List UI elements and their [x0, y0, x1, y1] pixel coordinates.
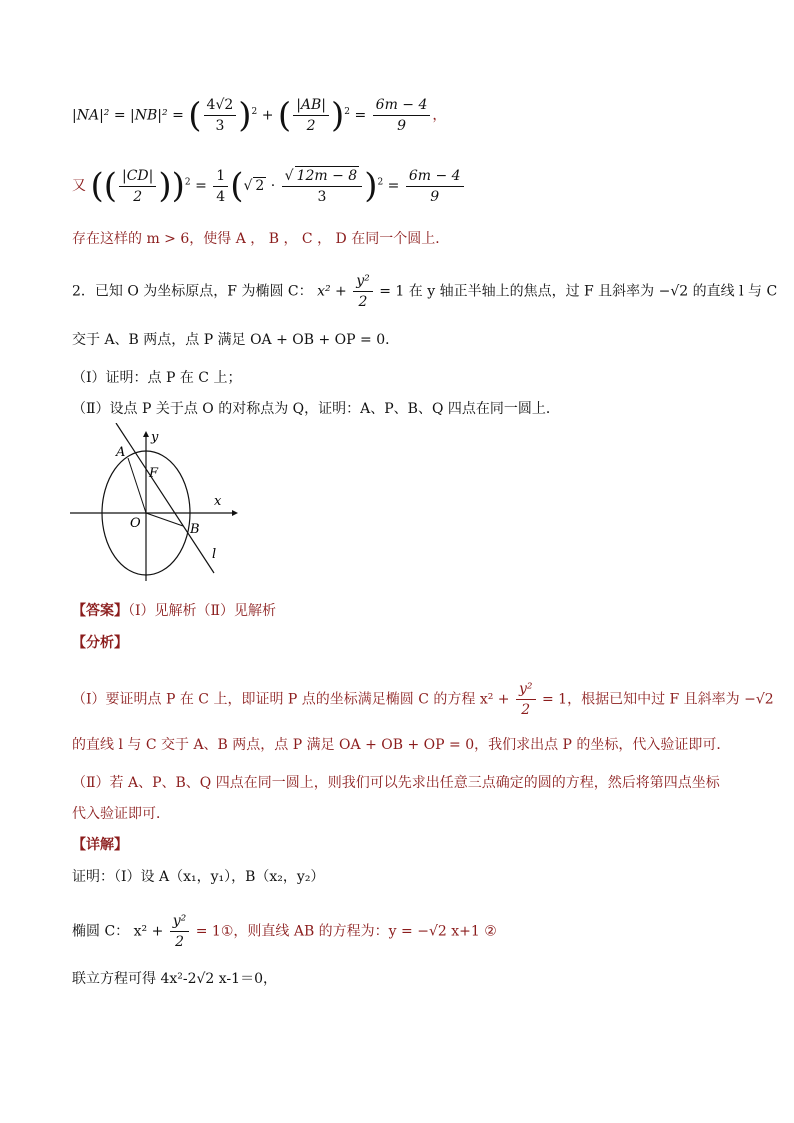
analysis-p2-line1: （Ⅱ）若 A、P、B、Q 四点在同一圆上，则我们可以先求出任意三点确定的圆的方程，然后将第四点坐标 [72, 775, 720, 791]
label-o: O [130, 516, 141, 531]
formula-cd: 又 (( $\frac{|CD|}{2}$ ))$^2$ = $\frac{1}{4}$ (√ 2 · $\frac{√ 12m - 8}{3}$ )$^2$ = $\frac{6m - 4}{9}$ [72, 166, 466, 206]
analysis-p2-line2: 代入验证即可． [72, 806, 170, 822]
segment-ob [146, 513, 183, 526]
problem2-line1: 2．已知 O 为坐标原点，F 为椭圆 C： x² + $\frac{\text{y²}}{2}$ = 1 在 y 轴正半轴上的焦点，过 F 且斜率为 −√2 的直线 l 与 C [72, 273, 778, 310]
label-y: y [151, 430, 159, 445]
frac-ab-over-2: $\frac{|AB|}{2}$ [293, 96, 329, 135]
proof-line: 证明：（Ⅰ）设 A（x₁，y₁），B（x₂，y₂） [72, 869, 325, 885]
label-l: l [212, 547, 217, 562]
problem2-line2: 交于 A、B 两点，点 P 满足 OA + OB + OP = 0． [72, 332, 400, 348]
label-f: F [149, 466, 159, 481]
frac-6m-4-over-9: $\frac{6m - 4}{9}$ [373, 96, 431, 135]
frac-y2-over-2: $\frac{\text{y²}}{2}$ [353, 272, 373, 311]
frac-cd-over-2: $\frac{|CD|}{2}$ [119, 167, 156, 206]
analysis-p1-line1: （Ⅰ）要证明点 P 在 C 上，即证明 P 点的坐标满足椭圆 C 的方程 x² + $\frac{\text{y²}}{2}$ = 1，根据已知中过 F 且斜率为 −√2 [72, 681, 774, 718]
ellipse-figure [62, 423, 242, 588]
conclusion-line: 存在这样的 m > 6，使得 A ， B ， C ， D 在同一个圆上． [72, 231, 450, 247]
label-a: A [116, 445, 126, 460]
frac-4sqrt2-over-3: $\frac{4√2}{3}$ [204, 96, 237, 135]
analysis-tag: 【分析】 [72, 635, 128, 651]
detail-frac-y2-over-2: $\frac{\text{y²}}{2}$ [170, 912, 190, 951]
segment-oa [128, 458, 146, 513]
problem2-part2: （Ⅱ）设点 P 关于点 O 的对称点为 Q，证明：A、P、B、Q 四点在同一圆上． [72, 401, 560, 417]
y-axis-arrow [143, 431, 149, 437]
answer-tag: 【答案】 [72, 603, 128, 619]
na-nb-lhs: |NA|² = |NB|² = [72, 107, 184, 124]
problem2-part1: （Ⅰ）证明：点 P 在 C 上； [72, 370, 242, 386]
label-b: B [190, 522, 200, 537]
analysis-frac-y2-over-2: $\frac{\text{y²}}{2}$ [516, 680, 536, 719]
answer-line: 【答案】（Ⅰ）见解析（Ⅱ）见解析 [72, 603, 277, 619]
frac-sqrt-12m-8-over-3: $\frac{√ 12m - 8}{3}$ [282, 166, 363, 206]
ellipse-line: 椭圆 C： x² + $\frac{\text{y²}}{2}$ = 1①，则直线 AB 的方程为：y = −√2 x+1 ② [72, 913, 497, 950]
label-x: x [214, 494, 222, 509]
detail-tag: 【详解】 [72, 837, 128, 853]
analysis-p1-line2: 的直线 l 与 C 交于 A、B 两点，点 P 满足 OA + OB + OP = 0，我们求出点 P 的坐标，代入验证即可． [72, 737, 731, 753]
formula-na-nb: |NA|² = |NB|² = ( $\frac{4√2}{3}$ )$^2$ + ( $\frac{|AB|}{2}$ )$^2$ = $\frac{6m - 4}{9}$ ， [72, 95, 447, 136]
line-l [116, 423, 217, 573]
you-prefix: 又 [72, 178, 86, 194]
frac-1-over-4: $\frac{1}{4}$ [213, 167, 228, 206]
simultaneous-line: 联立方程可得 4x²-2√2 x-1＝0， [72, 971, 277, 987]
x-axis-arrow [232, 510, 238, 516]
frac-6m-4-over-9-b: $\frac{6m - 4}{9}$ [406, 167, 464, 206]
